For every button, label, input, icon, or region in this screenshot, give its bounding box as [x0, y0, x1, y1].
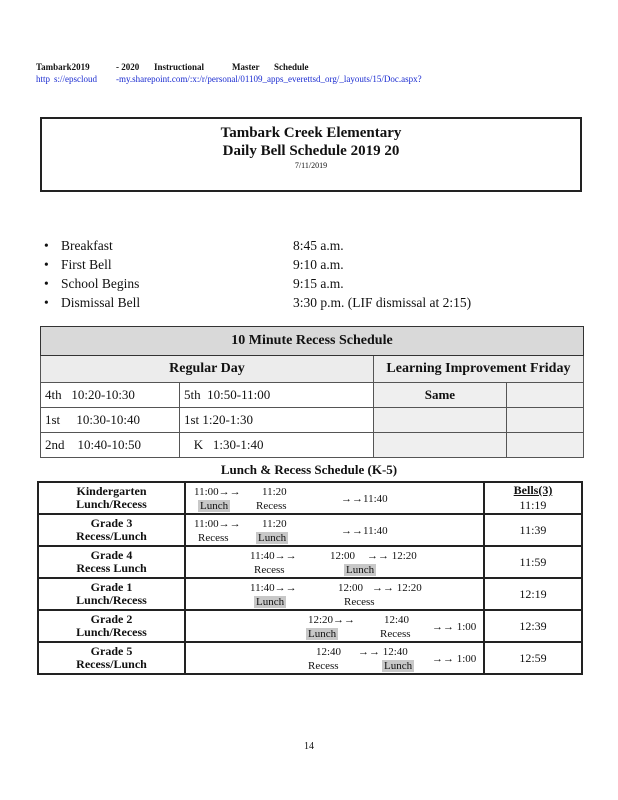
grade-cell	[38, 578, 185, 610]
grade-label: 4th	[45, 387, 62, 402]
grade-name: Grade 2	[90, 612, 133, 626]
header-word: Schedule	[274, 62, 309, 72]
slot-a-activity: Recess	[308, 660, 339, 672]
bell-cell	[484, 610, 582, 642]
recess-slot-a	[41, 383, 180, 408]
grade-order: Lunch/Recess	[76, 593, 147, 607]
schedule-title: Daily Bell Schedule 2019 20	[222, 143, 400, 159]
bell-cell	[484, 578, 582, 610]
school-name: Tambark Creek Elementary	[220, 125, 402, 141]
slot-b-time: 11:20	[262, 518, 287, 530]
end-time: →→11:40	[341, 525, 388, 537]
recess-time: 10:20-10:30	[71, 387, 135, 402]
bell-time: 12:39	[519, 618, 547, 633]
slot-a-time: 12:20→→	[308, 614, 356, 626]
bell-time: 12:19	[519, 586, 547, 601]
bells-header: Bells(3)	[513, 483, 553, 497]
slot-a-activity: Lunch	[200, 500, 229, 512]
grade-cell	[38, 642, 185, 674]
lif-empty	[506, 383, 583, 408]
bell-time: 9:10 a.m.	[293, 257, 344, 272]
bell-time: 11:19	[519, 498, 547, 512]
table-row	[38, 482, 582, 514]
slot-b-time: 12:00	[330, 550, 356, 562]
recess-slot-b	[180, 433, 374, 458]
recess-time: 10:30-10:40	[76, 412, 140, 427]
table-row	[38, 546, 582, 578]
slot-a-time: 11:40→→	[250, 550, 297, 562]
bell-cell	[484, 514, 582, 546]
slot-b-activity: Recess	[380, 628, 411, 640]
grade-name: Grade 5	[90, 644, 133, 658]
recess-time: 1:20-1:30	[202, 412, 253, 427]
slot-b-activity: Recess	[256, 500, 287, 512]
recess-slot-a	[41, 433, 180, 458]
slot-a-activity: Recess	[254, 564, 285, 576]
table-row	[41, 383, 584, 408]
grade-name: Grade 3	[90, 516, 133, 530]
bell-time: 9:15 a.m.	[293, 276, 344, 291]
bell-cell	[484, 482, 582, 514]
end-time: →→ 1:00	[432, 653, 477, 665]
table-row	[38, 642, 582, 674]
slot-b-activity: Lunch	[384, 660, 413, 672]
url-part: -my.sharepoint.com/:x:/r/personal/01109_apps_everettsd_org/_layouts/15/Doc.aspx?	[116, 74, 422, 84]
recess-slot-a	[41, 408, 180, 433]
lunch-recess-title: Lunch & Recess Schedule (K-5)	[220, 462, 398, 477]
page-number: 14	[304, 741, 314, 752]
lif-value: Same	[373, 383, 506, 408]
grade-order: Lunch/Recess	[76, 625, 147, 639]
slot-b-time: 11:20	[262, 486, 287, 498]
end-time: →→ 12:20	[367, 550, 417, 562]
list-item	[44, 295, 584, 314]
recess-slot-b	[180, 383, 374, 408]
slot-b-activity: Lunch	[258, 532, 287, 544]
slot-a-activity: Lunch	[256, 596, 285, 608]
slot-a-time: 11:40→→	[250, 582, 297, 594]
times-cell	[185, 546, 484, 578]
bell-time: 11:39	[519, 522, 547, 537]
slot-a-time: 11:00→→	[194, 486, 241, 498]
recess-schedule-table	[40, 326, 584, 458]
grade-label: 1st	[45, 412, 61, 427]
bell-time: 8:45 a.m.	[293, 238, 344, 253]
slot-a-activity: Recess	[198, 532, 229, 544]
table-row	[38, 610, 582, 642]
grade-name: Grade 1	[90, 580, 133, 594]
header-word: - 2020	[116, 62, 140, 72]
slot-b-time: 12:40	[384, 614, 410, 626]
bell-label: First Bell	[61, 257, 112, 272]
slot-b-activity: Recess	[344, 596, 375, 608]
grade-label: 2nd	[45, 437, 65, 452]
slot-b-activity: Lunch	[346, 564, 375, 576]
bell-label: Dismissal Bell	[61, 295, 141, 310]
bell-cell	[484, 642, 582, 674]
end-time: →→ 12:20	[372, 582, 422, 594]
bell-times-list	[44, 238, 584, 314]
lunch-recess-table	[37, 481, 583, 675]
lif-empty	[373, 408, 506, 433]
lif-empty	[506, 408, 583, 433]
table-row	[41, 408, 584, 433]
lif-empty	[506, 433, 583, 458]
list-item	[44, 238, 584, 257]
times-cell	[185, 578, 484, 610]
recess-table-title: 10 Minute Recess Schedule	[41, 327, 584, 356]
schedule-date: 7/11/2019	[294, 161, 328, 170]
url-part: http	[36, 74, 51, 84]
header-word: Tambark2019	[36, 62, 90, 72]
slot-a-activity: Lunch	[308, 628, 337, 640]
times-cell	[185, 610, 484, 642]
list-item	[44, 257, 584, 276]
slot-b-time: 12:00	[338, 582, 364, 594]
title-box	[40, 117, 582, 192]
recess-time: 10:50-11:00	[207, 387, 271, 402]
table-row	[41, 433, 584, 458]
bell-time: 11:59	[519, 554, 547, 569]
end-time: →→11:40	[341, 493, 388, 505]
regular-day-header: Regular Day	[41, 356, 374, 383]
grade-cell	[38, 546, 185, 578]
grade-name: Kindergarten	[76, 484, 147, 498]
times-cell	[185, 642, 484, 674]
grade-label: 5th	[184, 387, 201, 402]
bullet-icon: •	[44, 257, 49, 272]
grade-order: Recess/Lunch	[76, 657, 147, 671]
bell-label: School Begins	[61, 276, 140, 291]
grade-cell	[38, 482, 185, 514]
grade-label: K	[193, 437, 204, 452]
table-row	[38, 578, 582, 610]
bullet-icon: •	[44, 276, 49, 291]
grade-cell	[38, 610, 185, 642]
lif-header: Learning Improvement Friday	[373, 356, 583, 383]
grade-name: Grade 4	[90, 548, 133, 562]
table-row	[38, 514, 582, 546]
grade-cell	[38, 514, 185, 546]
grade-order: Recess/Lunch	[76, 529, 147, 543]
bell-label: Breakfast	[61, 238, 113, 253]
recess-time: 10:40-10:50	[77, 437, 142, 452]
url-part: s://epscloud	[54, 74, 97, 84]
list-item	[44, 276, 584, 295]
end-time: →→ 1:00	[432, 621, 477, 633]
times-cell	[185, 482, 484, 514]
bell-time: 12:59	[519, 650, 547, 665]
header-word: Instructional	[154, 62, 205, 72]
bullet-icon: •	[44, 238, 49, 253]
grade-order: Lunch/Recess	[76, 497, 147, 511]
bell-cell	[484, 546, 582, 578]
times-cell	[185, 514, 484, 546]
slot-b-time: →→ 12:40	[358, 646, 408, 658]
slot-a-time: 12:40	[316, 646, 342, 658]
slot-a-time: 11:00→→	[194, 518, 241, 530]
header-word: Master	[232, 62, 260, 72]
bell-time: 3:30 p.m. (LIF dismissal at 2:15)	[293, 295, 472, 310]
recess-time: 1:30-1:40	[212, 437, 264, 452]
grade-order: Recess Lunch	[76, 561, 147, 575]
lif-empty	[373, 433, 506, 458]
recess-slot-b	[180, 408, 374, 433]
grade-label: 1st	[184, 412, 200, 427]
bullet-icon: •	[44, 295, 49, 310]
